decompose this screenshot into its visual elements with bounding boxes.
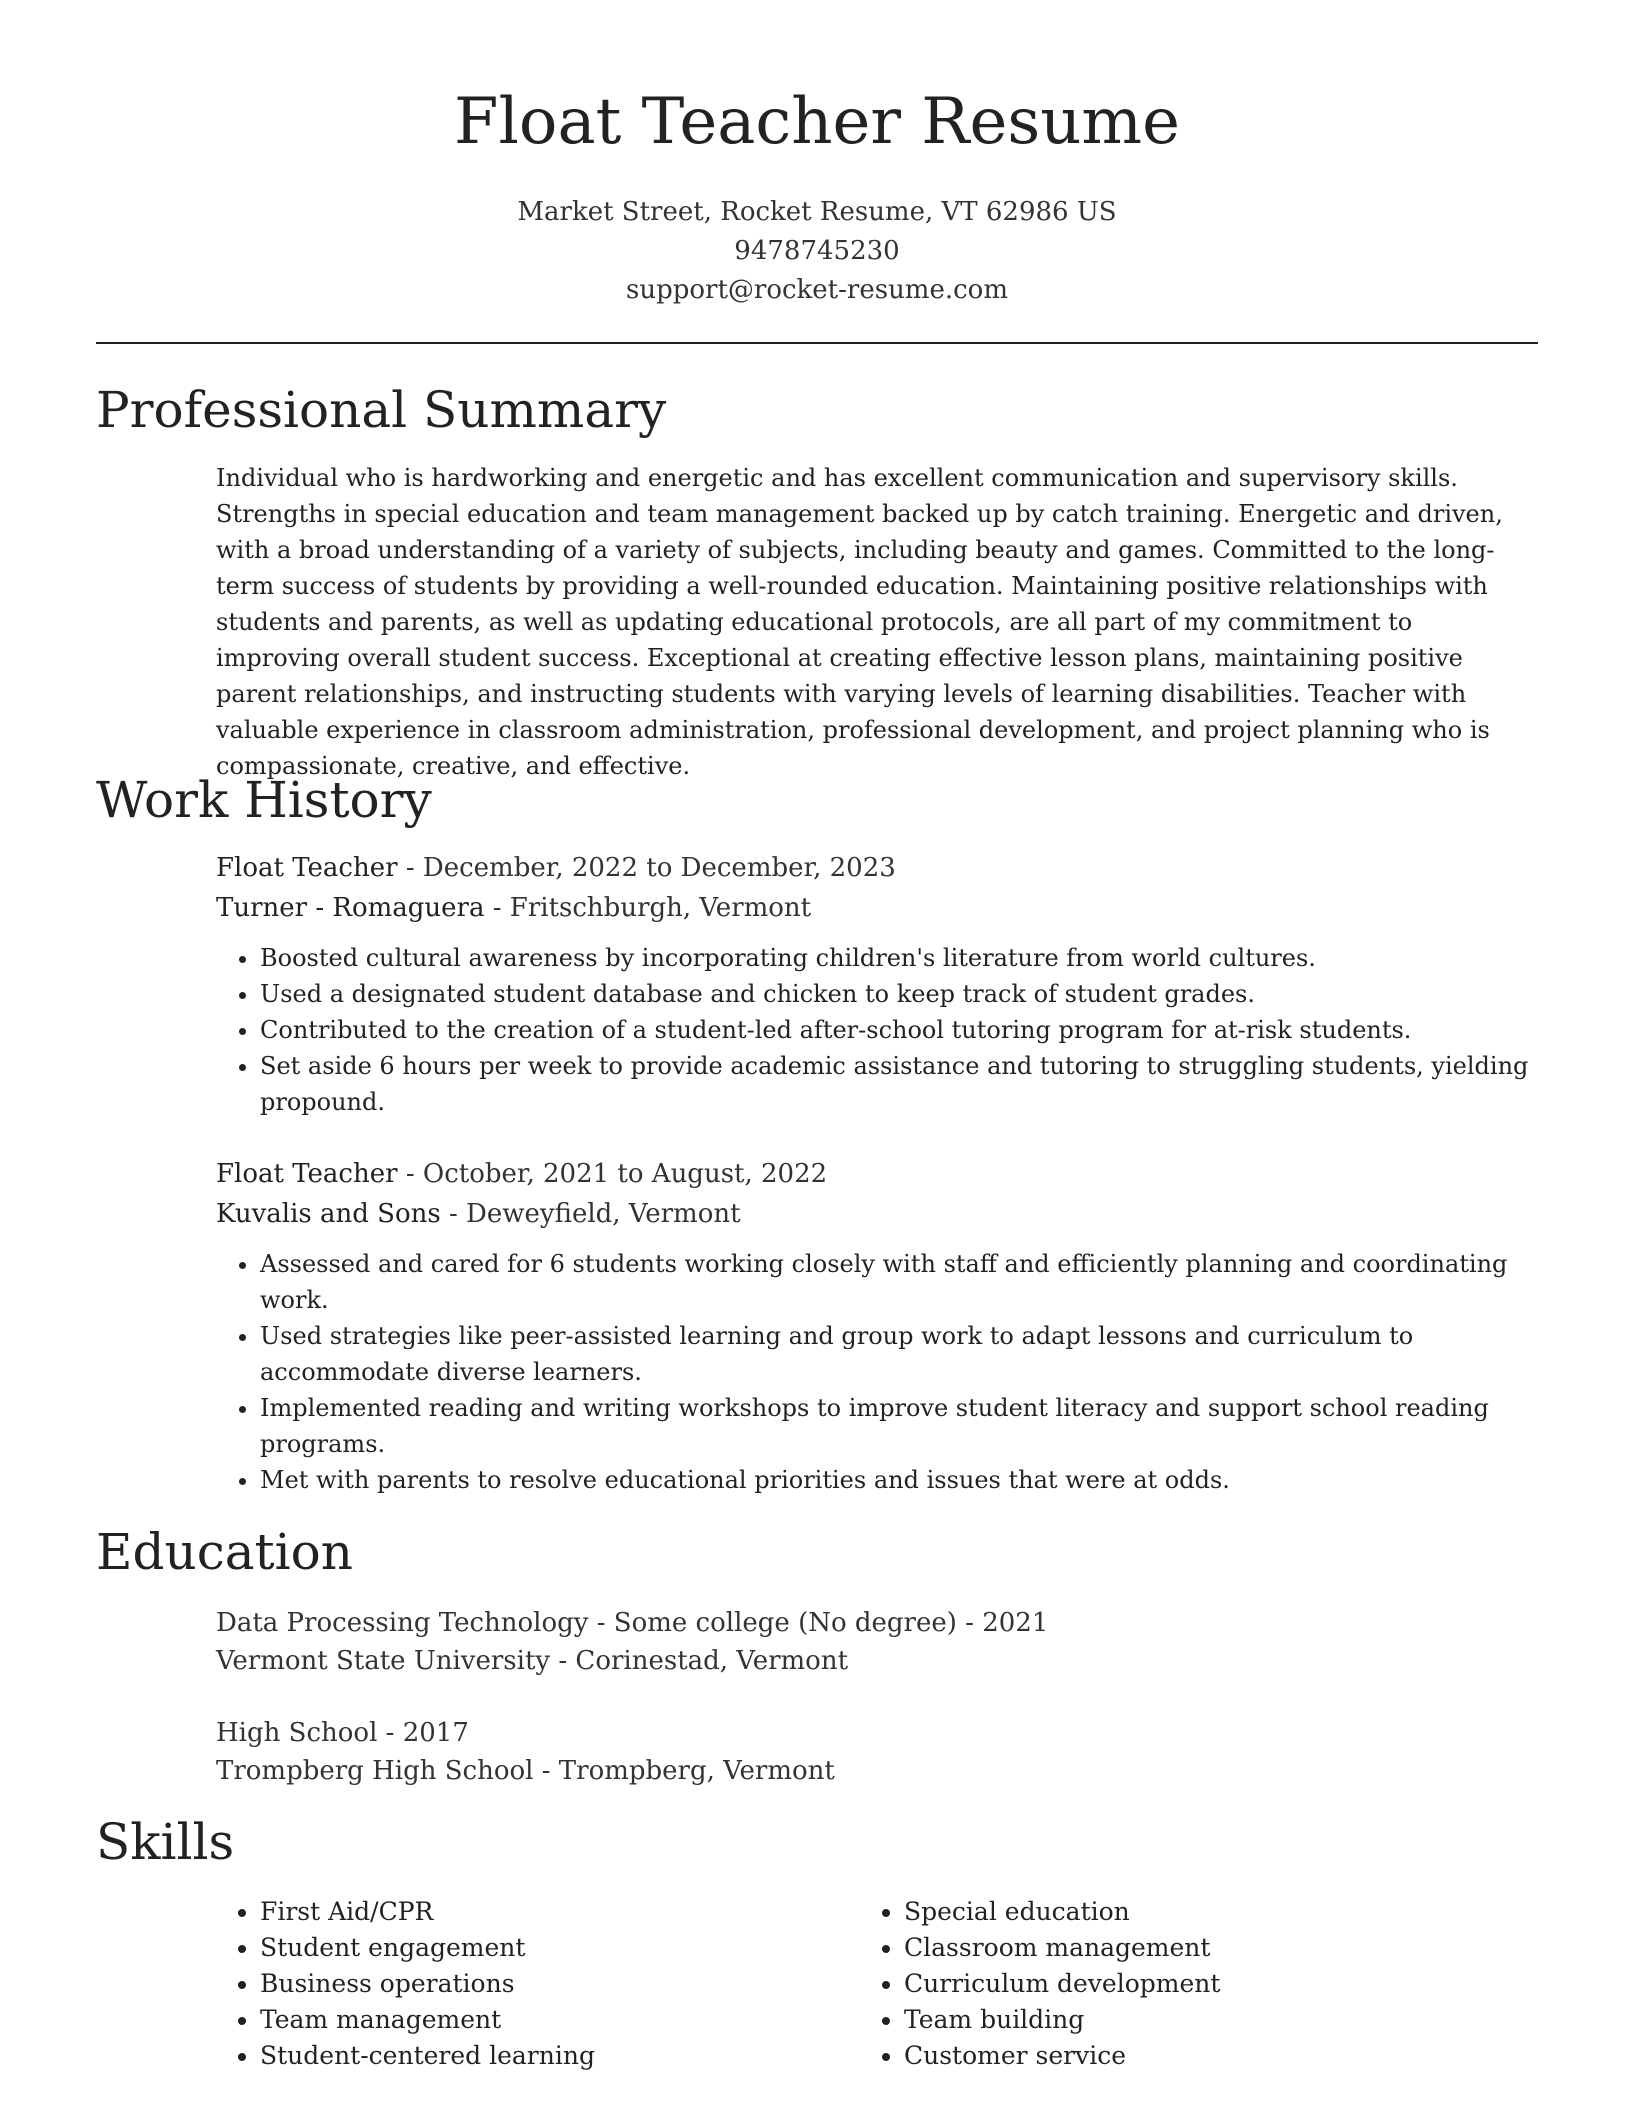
job-bullet: • Assessed and cared for 6 students working closely with staff and efficiently planning and coordinating work. [260,1246,1538,1318]
education-year: - 2017 [377,1718,469,1748]
education-school-line [216,1752,1538,1790]
address: Market Street, Rocket Resume, VT 62986 US [517,197,1117,227]
email: support@rocket-resume.com [625,275,1008,305]
skill-item: • Team building [904,2002,1220,2038]
header-divider [96,342,1538,344]
job-title: Float Teacher [216,1159,398,1189]
skill-item: • Student-centered learning [260,2038,595,2074]
skill-item: • Business operations [260,1966,595,2002]
job-entry [216,848,1538,1120]
skills-list-right [860,1894,1220,2074]
job-dates: - October, 2021 to August, 2022 [397,1159,828,1189]
job-location: - Fritschburgh, Vermont [484,893,812,923]
job-bullet: • Used strategies like peer-assisted learning and group work to adapt lessons and curriculum to accommodate diverse learners. [260,1318,1538,1390]
skills-section [216,1894,1538,2084]
education-heading: Education [96,1523,353,1581]
skill-item: • Classroom management [904,1930,1220,1966]
job-title-line [216,848,1538,888]
contact-block [96,193,1538,310]
job-bullets [216,1246,1538,1498]
work-history-heading: Work History [96,771,432,829]
resume-title: Float Teacher Resume [454,85,1180,159]
skill-item: • Customer service [904,2038,1220,2074]
job-bullet: • Used a designated student database and chicken to keep track of student grades. [260,976,1538,1012]
skills-list-left [216,1894,595,2074]
education-entry [216,1604,1538,1680]
job-bullet: • Boosted cultural awareness by incorporating children's literature from world cultures. [260,940,1538,976]
job-company-line [216,888,1538,928]
education-degree-line [216,1714,1538,1752]
phone: 9478745230 [734,236,900,266]
job-entry [216,1154,1538,1498]
summary-section [216,460,1538,784]
job-company: Kuvalis and Sons [216,1199,441,1229]
education-location: - Trompberg, Vermont [533,1756,835,1786]
job-title-line [216,1154,1538,1194]
job-bullet: • Contributed to the creation of a student-led after-school tutoring program for at-risk students. [260,1012,1538,1048]
job-location: - Deweyfield, Vermont [440,1199,741,1229]
job-dates: - December, 2022 to December, 2023 [397,853,896,883]
skill-item: • Team management [260,2002,595,2038]
education-degree: Data Processing Technology - Some college (No degree) [216,1608,957,1638]
education-school: Vermont State University [216,1646,551,1676]
education-entry [216,1714,1538,1790]
education-school-line [216,1642,1538,1680]
skill-item: • First Aid/CPR [260,1894,595,1930]
job-company-line [216,1194,1538,1234]
skills-heading: Skills [96,1813,235,1871]
education-year: - 2021 [956,1608,1049,1638]
job-bullet: • Set aside 6 hours per week to provide academic assistance and tutoring to struggling students, yielding propound. [260,1048,1538,1120]
job-title: Float Teacher [216,853,398,883]
skill-item: • Special education [904,1894,1220,1930]
job-bullet: • Implemented reading and writing workshops to improve student literacy and support school reading programs. [260,1390,1538,1462]
skill-item: • Curriculum development [904,1966,1220,2002]
skill-item: • Student engagement [260,1930,595,1966]
job-company: Turner - Romaguera [216,893,485,923]
summary-text: Individual who is hardworking and energetic and has excellent communication and supervisory skills. Strengths in special education and team management backed up by catch training. Energetic and driven, with a broad understanding of a variety of subjects, including beauty and games. Committed to the long-term success of students by providing a well-rounded education. Maintaining positive relationships with students and parents, as well as updating educational protocols, are all part of my commitment to improving overall student success. Exceptional at creating effective lesson plans, maintaining positive parent relationships, and instructing students with varying levels of learning disabilities. Teacher with valuable experience in classroom administration, professional development, and project planning who is compassionate, creative, and effective. [216,464,1503,780]
job-bullets [216,940,1538,1120]
education-degree: High School [216,1718,378,1748]
job-bullet: • Met with parents to resolve educational priorities and issues that were at odds. [260,1462,1538,1498]
education-location: - Corinestad, Vermont [550,1646,849,1676]
education-degree-line [216,1604,1538,1642]
education-school: Trompberg High School [216,1756,534,1786]
summary-heading: Professional Summary [96,381,667,439]
